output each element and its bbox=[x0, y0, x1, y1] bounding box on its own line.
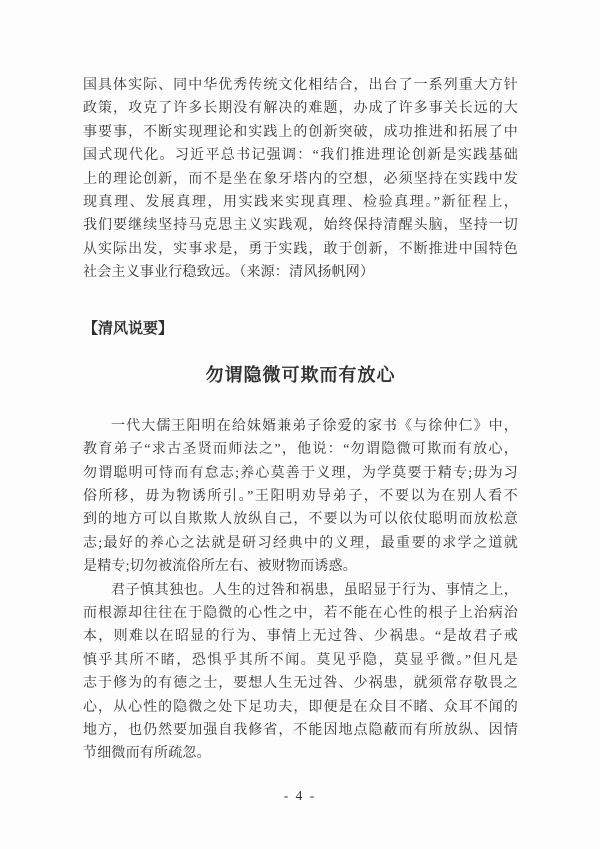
text-line: 上的理论创新，而不是坐在象牙塔内的空想，必须坚持在实践中发 bbox=[83, 171, 518, 187]
text-line: 一代大儒王阳明在给妹婿兼弟子徐爱的家书《与徐仲仁》中， bbox=[111, 418, 518, 434]
text-line: 志于修为的有德之士，要想人生无过咎、少祸患，就须常存敬畏之 bbox=[83, 676, 518, 692]
text-line: 从实际出发，实事求是，勇于实践，敢于创新，不断推进中国特色 bbox=[83, 241, 518, 257]
text-line: 社会主义事业行稳致远。（来源：清风扬帆网） bbox=[83, 265, 375, 281]
document-body bbox=[83, 74, 518, 766]
text-line: 君子慎其独也。人生的过咎和祸患，虽昭显于行为、事情之上， bbox=[111, 582, 518, 598]
text-line: 慎乎其所不睹，恐惧乎其所不闻。莫见乎隐，莫显乎微。”但凡是 bbox=[83, 652, 518, 668]
text-line: 本，则难以在昭显的行为、事情上无过咎、少祸患。“是故君子戒 bbox=[83, 629, 518, 645]
text-line: 国式现代化。习近平总书记强调：“我们推进理论创新是实践基础 bbox=[83, 148, 518, 164]
text-line: 俗所移，毋为物诱所引。”王阳明劝导弟子，不要以为在别人看不 bbox=[83, 489, 518, 505]
text-line: 我们要继续坚持马克思主义实践观，始终保持清醒头脑，坚持一切 bbox=[83, 218, 518, 234]
text-line: 教育弟子“求古圣贤而师法之”，他说：“勿谓隐微可欺而有放心， bbox=[83, 442, 518, 458]
continued-paragraph bbox=[83, 74, 518, 285]
text-line: 是精专;切勿被流俗所左右、被财物而诱惑。 bbox=[83, 559, 357, 575]
article-title: 勿谓隐微可欺而有放心 bbox=[205, 364, 396, 385]
text-line: 心，从心性的隐微之处下足功夫，即便是在众目不睹、众耳不闻的 bbox=[83, 699, 518, 715]
article-paragraph bbox=[83, 579, 518, 766]
text-line: 勿谓聪明可恃而有怠志;养心莫善于义理，为学莫要于精专;毋为习 bbox=[83, 465, 518, 481]
page-number: - 4 - bbox=[283, 788, 317, 803]
text-line: 而根源却往往在于隐微的心性之中，若不能在心性的根子上治病治 bbox=[83, 606, 518, 622]
text-line: 事要事，不断实现理论和实践上的创新突破，成功推进和拓展了中 bbox=[83, 124, 518, 140]
text-line: 到的地方可以自欺欺人放纵自己，不要以为可以依仗聪明而放松意 bbox=[83, 512, 518, 528]
article-paragraph bbox=[83, 415, 518, 579]
text-line: 现真理、发展真理，用实践来实现真理、检验真理。”新征程上， bbox=[83, 194, 518, 210]
text-line: 国具体实际、同中华优秀传统文化相结合，出台了一系列重大方针 bbox=[83, 78, 518, 93]
text-line: 节细微而有所疏忽。 bbox=[83, 746, 211, 762]
text-line: 政策，攻克了许多长期没有解决的难题，办成了许多事关长远的大 bbox=[83, 101, 518, 117]
text-line: 地方，也仍然要加强自我修省，不能因地点隐蔽而有所放纵、因情 bbox=[83, 722, 518, 738]
section-label: 【清风说要】 bbox=[83, 320, 174, 337]
text-line: 志;最好的养心之法就是研习经典中的义理，最重要的求学之道就 bbox=[83, 535, 518, 551]
